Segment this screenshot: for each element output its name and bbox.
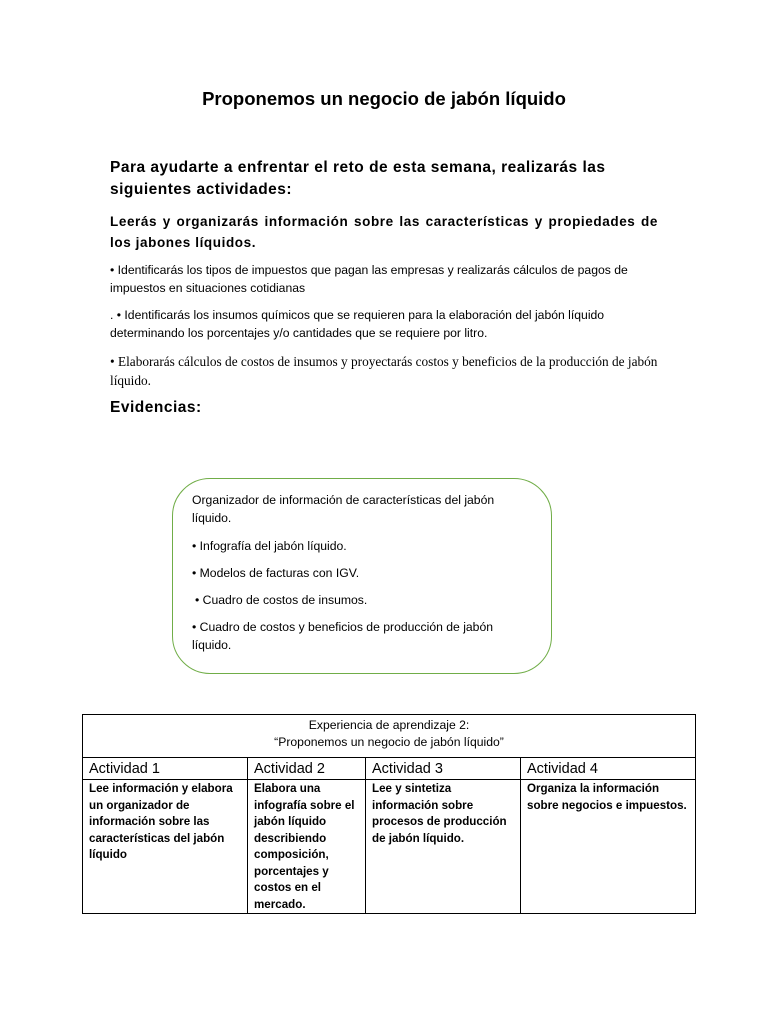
activity-name: Actividad 3 [366,758,521,780]
intro-paragraph: Para ayudarte a enfrentar el reto de esta semana, realizarás las siguientes actividades: [110,159,606,198]
evidencia-item: • Modelos de facturas con IGV. [192,566,360,580]
bullet-costos: • Elaborarás cálculos de costos de insumos y proyectarás costos y beneficios de la producción de jabón líquido. [110,354,658,388]
activity-description: Elabora una infografía sobre el jabón líquido describiendo composición, porcentajes y costos en el mercado. [248,780,366,914]
evidencia-item: • Cuadro de costos de insumos. [195,593,368,607]
bullet-impuestos: • Identificarás los tipos de impuestos que pagan las empresas y realizarás cálculos de pagos de impuestos en situaciones cotidianas [110,263,628,295]
page-title: Proponemos un negocio de jabón líquido [202,88,566,109]
activity-description: Lee y sintetiza información sobre procesos de producción de jabón líquido. [366,780,521,914]
activity-description: Lee información y elabora un organizador de información sobre las características del jabón líquido [83,780,248,914]
evidencia-item: • Cuadro de costos y beneficios de producción de jabón líquido. [192,620,494,652]
evidencias-heading: Evidencias: [110,399,202,416]
activity-name: Actividad 2 [248,758,366,780]
evidencia-item: • Infografía del jabón líquido. [192,539,347,553]
activity-name: Actividad 1 [83,758,248,780]
intro-subparagraph: Leerás y organizarás información sobre las características y propiedades de los jabones líquidos. [110,214,658,250]
table-header-line1: Experiencia de aprendizaje 2: [308,718,470,732]
table-header-line2: “Proponemos un negocio de jabón líquido” [274,735,504,749]
evidencia-item: Organizador de información de características del jabón líquido. [192,493,495,525]
evidencias-box [172,478,552,674]
activity-desc-row [83,780,696,914]
activity-name-row [83,758,696,780]
table-header-row [83,715,696,758]
activity-description: Organiza la información sobre negocios e impuestos. [521,780,696,914]
activity-name: Actividad 4 [521,758,696,780]
table-header [83,715,696,758]
bullet-insumos: . • Identificarás los insumos químicos que se requieren para la elaboración del jabón líquido determinando los porcentajes y/o cantidades que se requiere por litro. [110,308,605,340]
activities-table [82,714,696,914]
